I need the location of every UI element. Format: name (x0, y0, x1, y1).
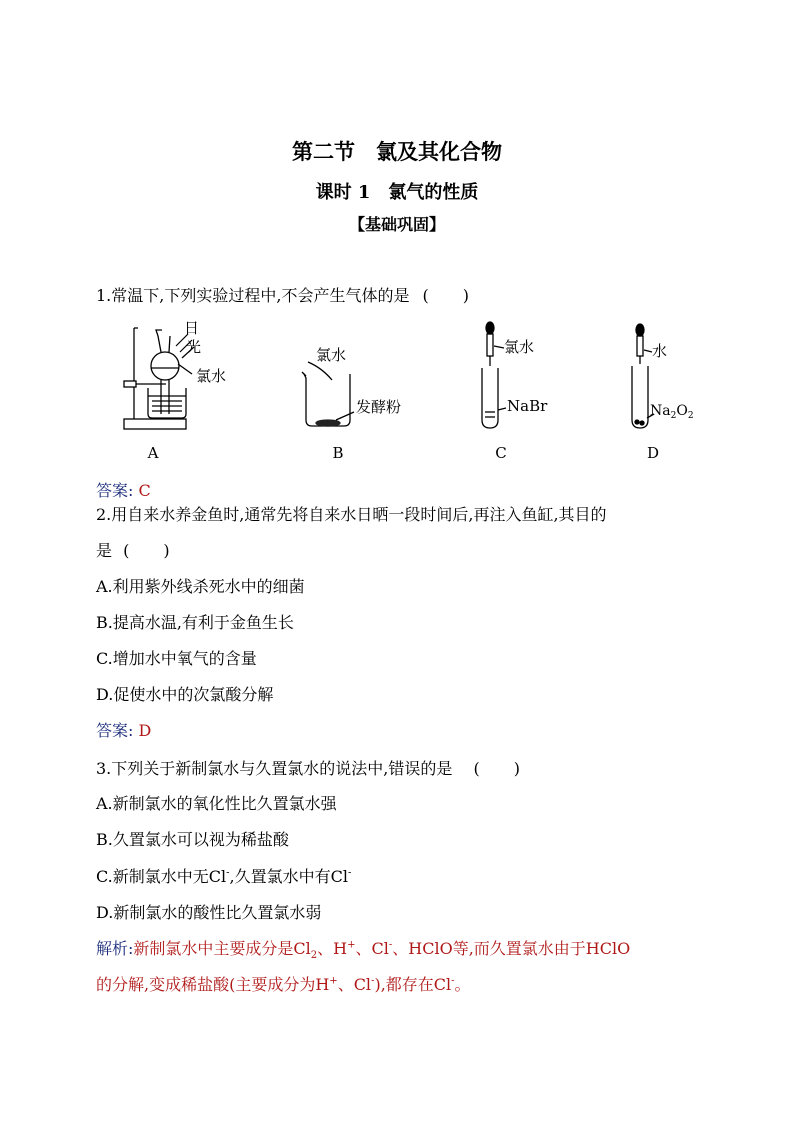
figure-d-text-na2o2: $Na_2O_2$ (650, 403, 694, 421)
q3-analysis-part2: 、H (317, 939, 348, 958)
q3-option-c-sup1: - (226, 867, 230, 879)
figure-b-text-baking-powder: 发酵粉 (356, 398, 402, 416)
q1-paren-open: ( (422, 286, 429, 305)
q1-paren-close: ) (462, 286, 470, 305)
q2-stem-line1: 2.用自来水养金鱼时,通常先将自来水日晒一段时间后,再注入鱼缸,其目的 (96, 505, 607, 524)
q3-analysis-sub1: 2 (310, 950, 318, 962)
q3-option-c-sup2: - (347, 867, 352, 879)
q2-paren-open: ( (123, 541, 130, 560)
q2-paren-close: ) (163, 541, 170, 560)
figure-c-label: C (495, 444, 507, 462)
figure-a-text-guang: 光 (186, 338, 202, 356)
figure-b-label: B (332, 444, 344, 462)
lesson-subtitle: 课时 1 氯气的性质 (315, 182, 479, 203)
q3-analysis-sup5: - (451, 975, 455, 987)
figure-b-beaker (302, 362, 354, 426)
q3-analysis-part5: 的分解,变成稀盐酸(主要成分为H (96, 975, 330, 994)
q3-analysis-part7: ),都存在Cl (374, 975, 452, 994)
q1-answer (96, 478, 151, 501)
q3-paren-open: ( (473, 759, 480, 778)
q1-stem (96, 283, 469, 306)
q2-answer-label: 答案: (96, 721, 134, 740)
q3-analysis-sup1: + (347, 939, 356, 951)
q2-option-d: D.促使水中的次氯酸分解 (96, 685, 274, 704)
q1-stem-text: 1.常温下,下列实验过程中,不会产生气体的是 (96, 286, 410, 305)
q2-option-b: B.提高水温,有利于金鱼生长 (96, 613, 294, 632)
q1-figures (96, 316, 716, 466)
figure-c-text-chlorine-water: 氯水 (504, 338, 535, 356)
q3-option-c-part1: C.新制氯水中无Cl (96, 867, 227, 886)
q3-stem-text: 3.下列关于新制氯水与久置氯水的说法中,错误的是 (96, 759, 453, 778)
figure-c-dropper-tube (482, 322, 506, 428)
figure-c-text-nabr: NaBr (507, 397, 548, 415)
q2-option-a: A.利用紫外线杀死水中的细菌 (96, 577, 305, 596)
page-title: 第二节 氯及其化合物 (292, 139, 502, 164)
q3-analysis-sup3: + (329, 975, 338, 987)
q3-paren-close: ) (513, 759, 520, 778)
q3-analysis-sup2: - (388, 939, 393, 951)
q3-analysis-label: 解析: (96, 939, 134, 958)
q2-option-c: C.增加水中氧气的含量 (96, 649, 257, 668)
q3-option-b: B.久置氯水可以视为稀盐酸 (96, 830, 289, 849)
q2-stem-text: 是 (96, 541, 113, 560)
q3-analysis-line1 (96, 936, 630, 961)
q2-answer-value: D (138, 721, 152, 740)
q3-analysis-line2 (96, 972, 471, 995)
q1-answer-value: C (138, 481, 151, 500)
figure-a-text-chlorine-water: 氯水 (196, 367, 227, 385)
q3-analysis-part8: 。 (454, 975, 471, 994)
figure-d-label: D (646, 444, 660, 462)
figure-a-text-ri: 日 (184, 319, 200, 337)
figure-b-text-chlorine-water: 氯水 (316, 346, 347, 364)
q3-option-a: A.新制氯水的氧化性比久置氯水强 (96, 794, 337, 813)
figure-a-apparatus (124, 328, 192, 429)
figure-a-label: A (147, 444, 159, 462)
q2-stem-line2 (96, 538, 170, 561)
figure-d-text-water: 水 (652, 342, 668, 360)
q2-answer (96, 718, 151, 741)
q1-answer-label: 答案: (96, 481, 134, 500)
q3-option-d: D.新制氯水的酸性比久置氯水弱 (96, 903, 322, 922)
q3-analysis-part6: 、Cl (337, 975, 372, 994)
q3-analysis-part3: 、Cl (355, 939, 389, 958)
q3-stem (96, 756, 520, 779)
q3-analysis-part4: 、HClO等,而久置氯水由于HClO (392, 939, 631, 958)
q3-option-c-part2: ,久置氯水中有Cl (229, 867, 348, 886)
q3-option-c (96, 864, 351, 887)
q3-analysis-sup4: - (371, 975, 375, 987)
q3-analysis-part1: 新制氯水中主要成分是Cl (133, 939, 311, 958)
section-heading: 【基础巩固】 (348, 215, 445, 234)
